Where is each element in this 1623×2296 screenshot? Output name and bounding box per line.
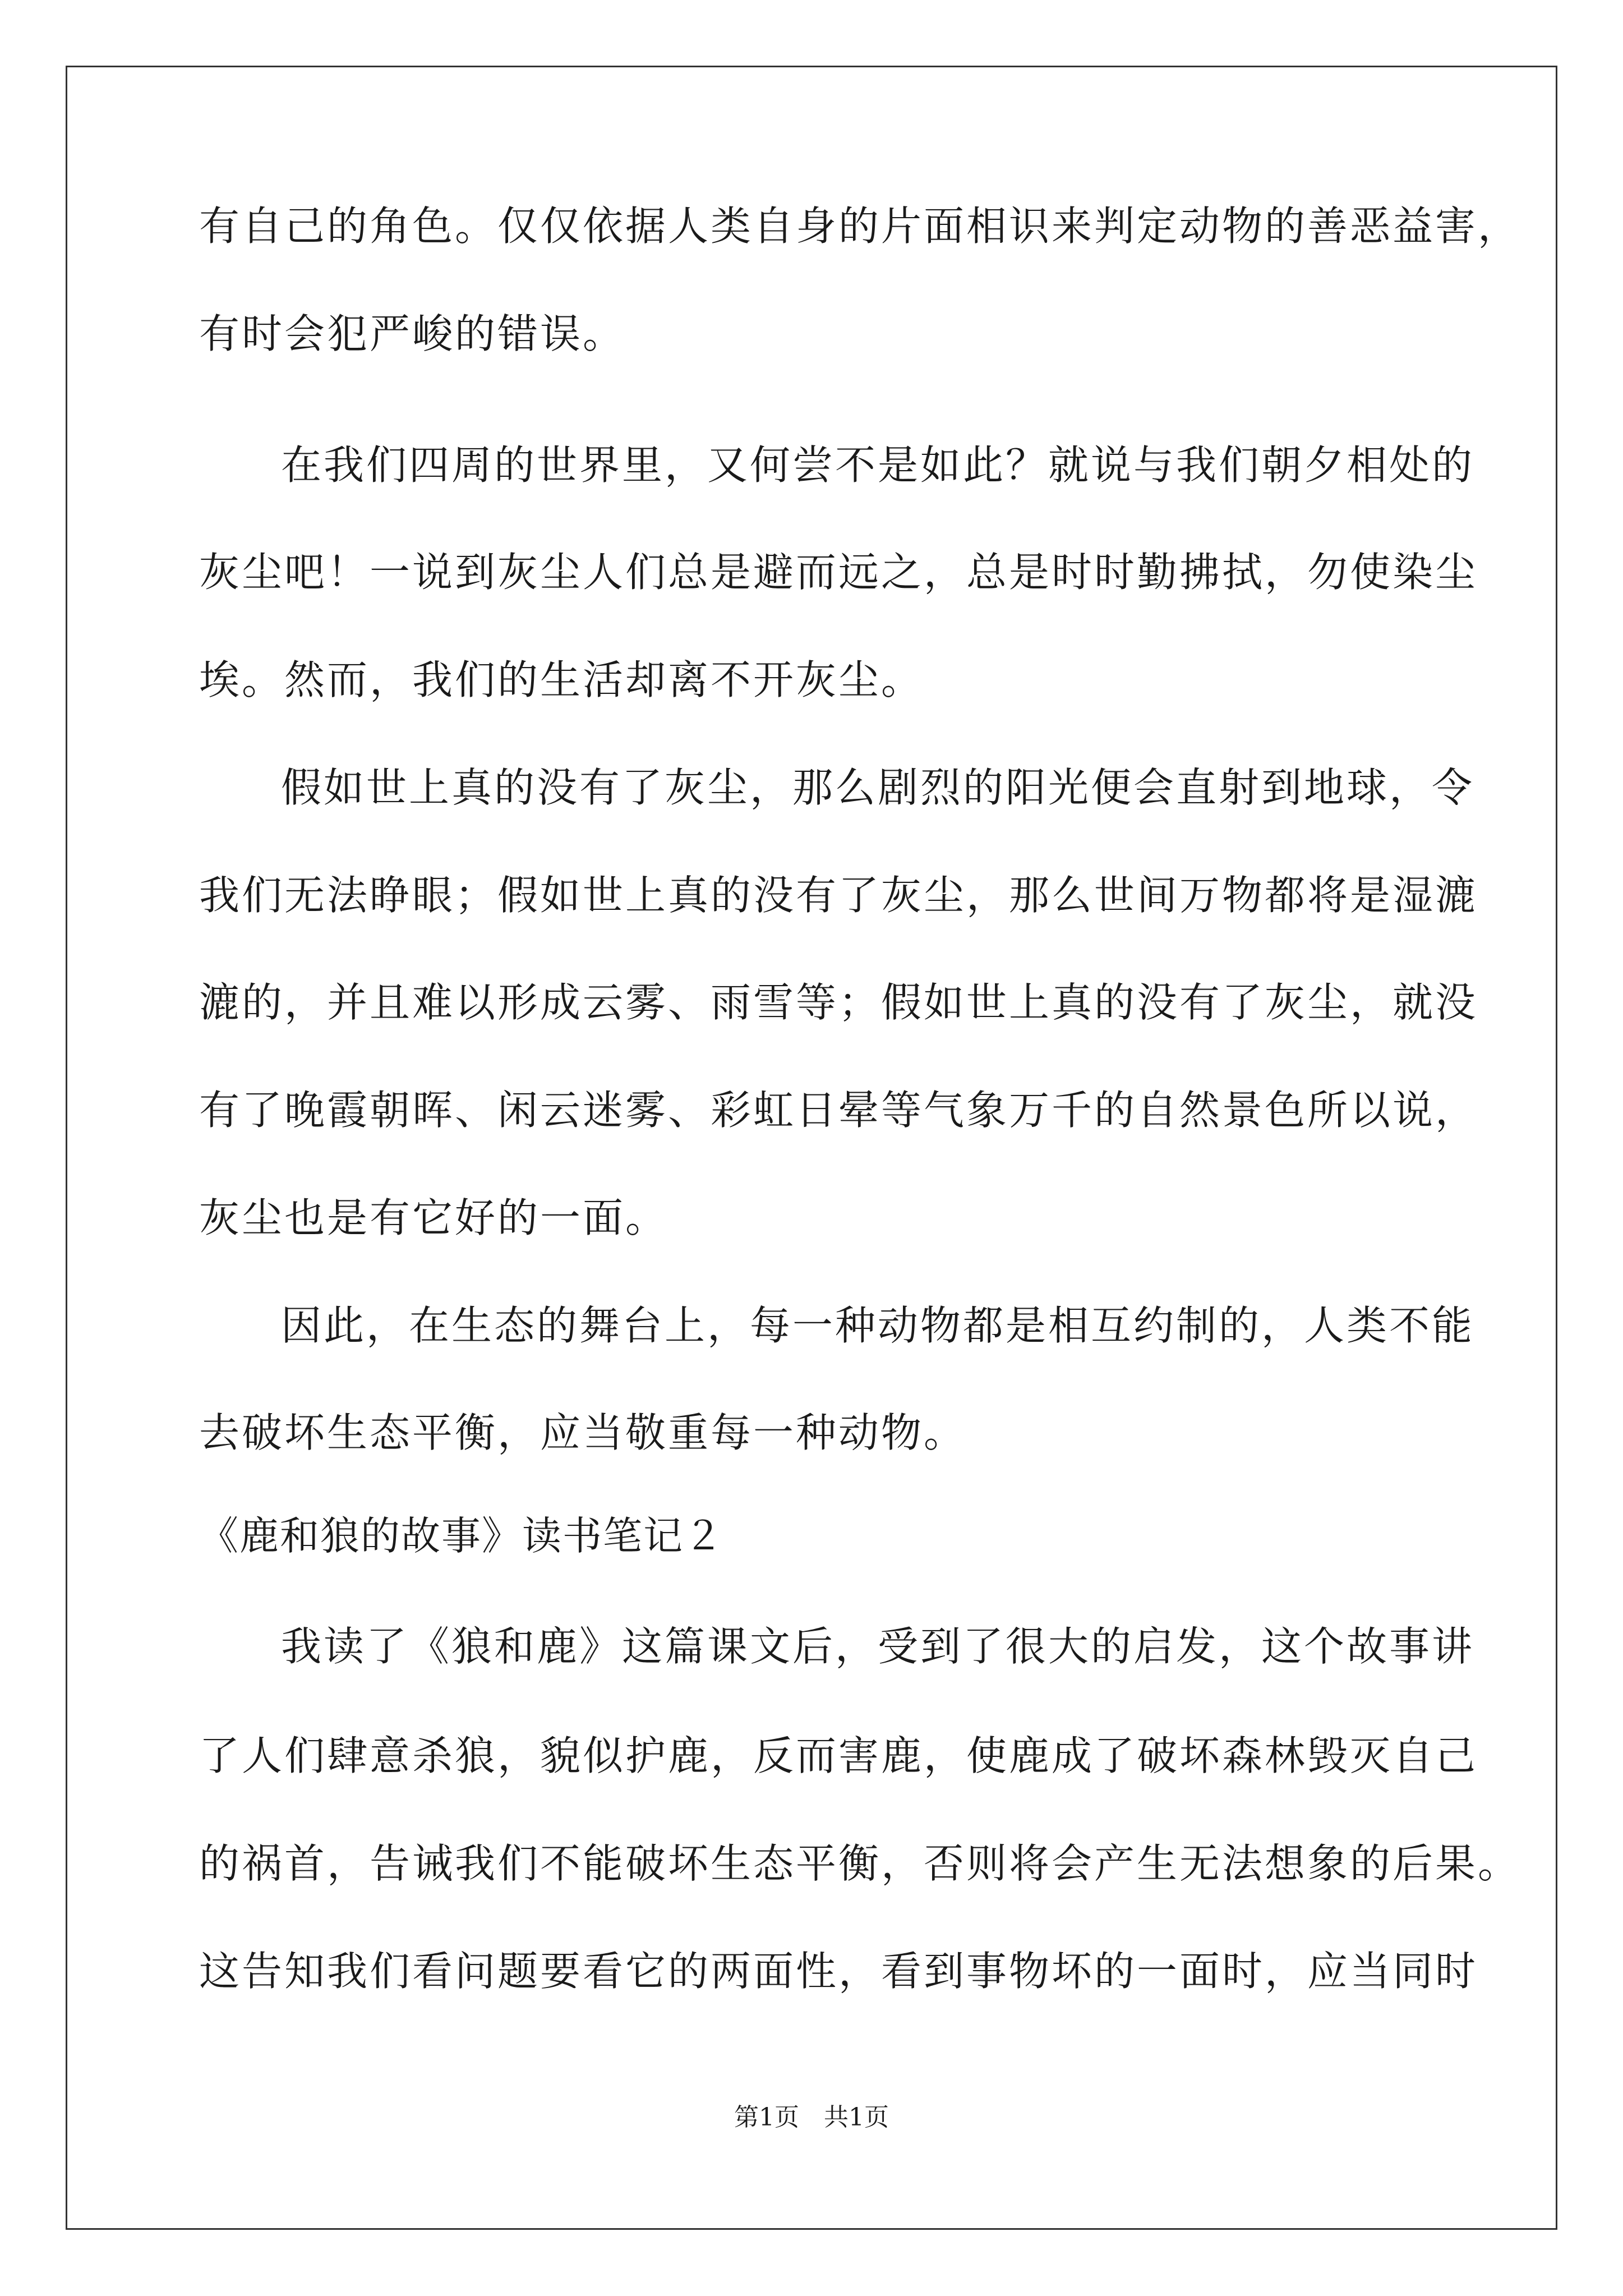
text-line-4: 灰尘吧！一说到灰尘人们总是避而远之，总是时时勤拂拭，勿使染尘 bbox=[199, 549, 1478, 596]
text-line-8: 漉的，并且难以形成云雾、雨雪等；假如世上真的没有了灰尘，就没 bbox=[199, 979, 1478, 1026]
text-line-9: 有了晚霞朝晖、闲云迷雾、彩虹日晕等气象万千的自然景色所以说， bbox=[199, 1087, 1478, 1134]
text-line-5: 埃。然而，我们的生活却离不开灰尘。 bbox=[199, 656, 924, 703]
paragraph-start-line: 我读了《狼和鹿》这篇课文后，受到了很大的启发，这个故事讲 bbox=[281, 1623, 1475, 1670]
text-line-10: 灰尘也是有它好的一面。 bbox=[199, 1194, 668, 1241]
page-number-footer: 第1页 共1页 bbox=[734, 2103, 889, 2132]
text-line-1: 有自己的角色。仅仅依据人类自身的片面相识来判定动物的善恶益害， bbox=[199, 203, 1521, 250]
section-heading: 《鹿和狼的故事》读书笔记２ bbox=[199, 1513, 724, 1559]
text-line-2: 有时会犯严峻的错误。 bbox=[199, 310, 626, 357]
text-line-17: 这告知我们看问题要看它的两面性，看到事物坏的一面时，应当同时 bbox=[199, 1948, 1478, 1995]
text-line-7: 我们无法睁眼；假如世上真的没有了灰尘，那么世间万物都将是湿漉 bbox=[199, 872, 1478, 919]
page-border bbox=[66, 66, 1557, 2230]
paragraph-start-line: 假如世上真的没有了灰尘，那么剧烈的阳光便会直射到地球，令 bbox=[281, 764, 1475, 811]
paragraph-start-line: 因此，在生态的舞台上，每一种动物都是相互约制的，人类不能 bbox=[281, 1302, 1475, 1349]
text-line-15: 了人们肆意杀狼，貌似护鹿，反而害鹿，使鹿成了破坏森林毁灭自己 bbox=[199, 1732, 1478, 1779]
text-line-16: 的祸首，告诫我们不能破坏生态平衡，否则将会产生无法想象的后果。 bbox=[199, 1840, 1521, 1887]
text-line-12: 去破坏生态平衡，应当敬重每一种动物。 bbox=[199, 1409, 967, 1456]
paragraph-start-line: 在我们四周的世界里，又何尝不是如此？就说与我们朝夕相处的 bbox=[281, 441, 1475, 489]
